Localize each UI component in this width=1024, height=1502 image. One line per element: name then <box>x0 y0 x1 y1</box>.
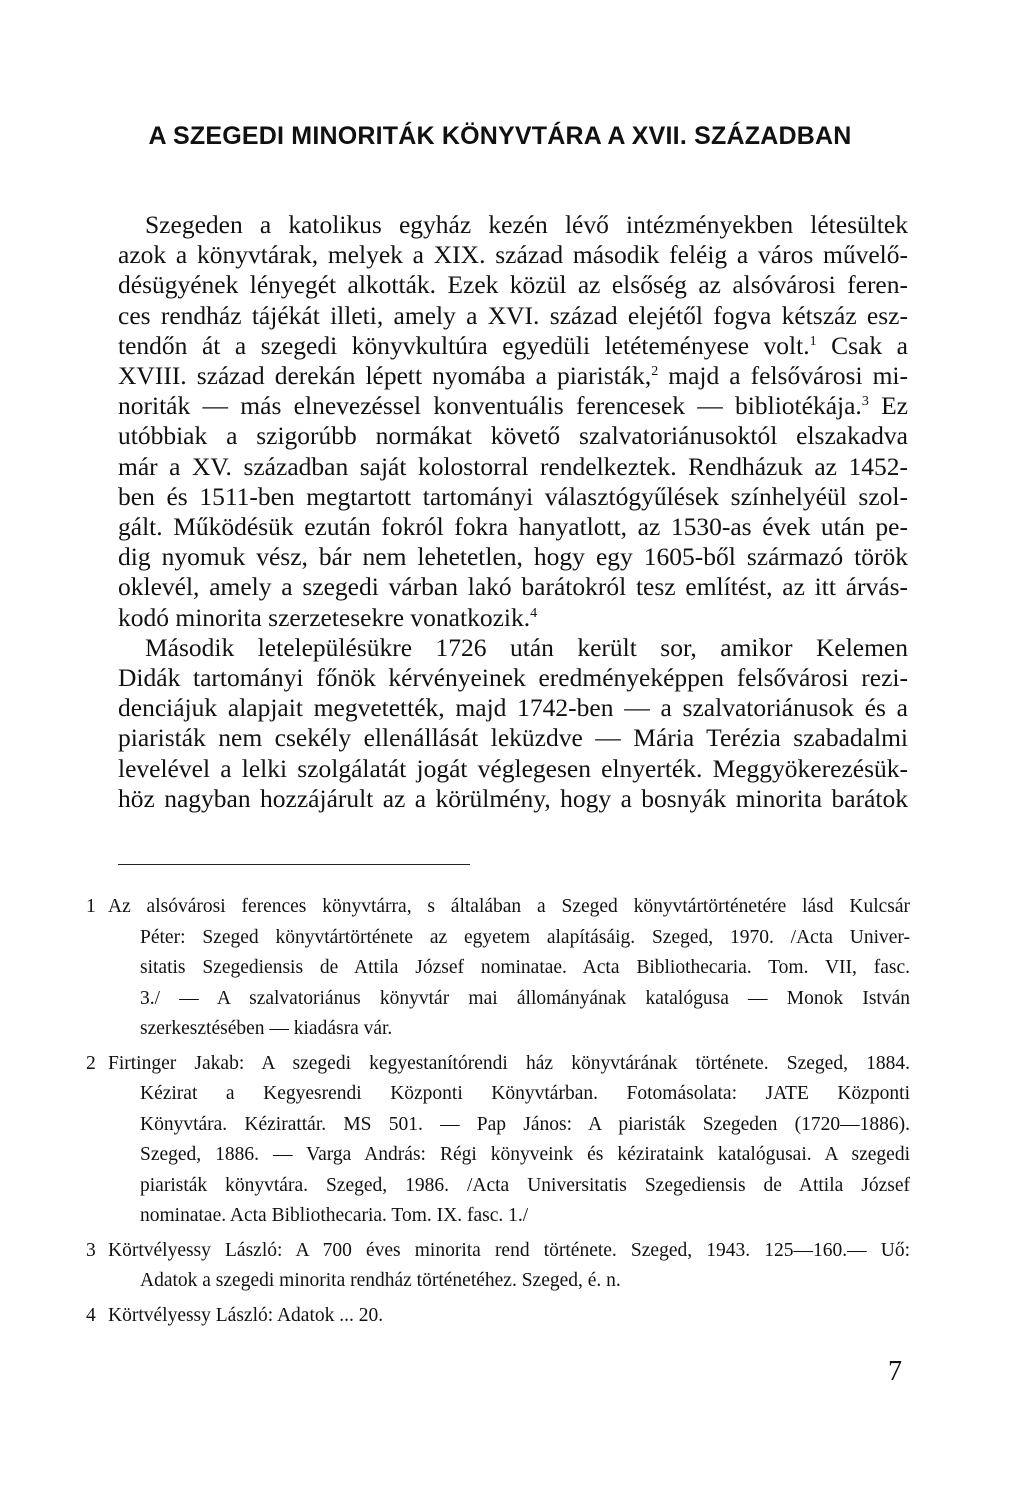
text-segment: noriták — más elnevezéssel konventuális ferencesek — bibliotékája. <box>118 391 862 421</box>
footnote-line: Szeged, 1886. — Varga András: Régi könyveink és kézirataink katalógusai. A szegedi <box>140 1144 910 1165</box>
text-segment: kodó minorita szerzetesekre vonatkozik. <box>118 602 531 632</box>
footnote-ref: 4 <box>530 605 538 621</box>
text-line <box>118 361 908 391</box>
footnote-number: 3 <box>86 1239 96 1261</box>
footnote-number: 4 <box>86 1304 96 1326</box>
text-segment: Ez <box>868 391 908 421</box>
text-segment: majd a felsővárosi mi- <box>658 361 909 391</box>
text-segment: XVIII. század derekán lépett nyomába a piaristák, <box>118 361 652 391</box>
footnote-2 <box>86 1049 910 1232</box>
footnote-ref: 1 <box>809 333 817 349</box>
text-line: Szegeden a katolikus egyház kezén lévő intézményekben létesültek <box>145 210 908 239</box>
text-line: utóbbiak a szigorúbb normákat követő szalvatoriánusoktól elszakadva <box>118 421 908 451</box>
text-line: höz nagyban hozzájárult az a körülmény, hogy a bosnyák minorita barátok <box>118 783 908 813</box>
footnote-line: 3./ — A szalvatoriánus könyvtár mai állományának katalógusa — Monok István <box>140 987 910 1009</box>
text-line: Második letelepülésükre 1726 után került sor, amikor Kelemen <box>145 632 908 662</box>
text-line: piaristák nem csekély ellenállását leküzdve — Mária Terézia szabadalmi <box>118 723 908 753</box>
paragraph-2 <box>118 633 908 814</box>
text-line: ces rendház tájékát illeti, amely a XVI. század elejétől fogva kétszáz esz- <box>118 300 908 330</box>
text-line: denciájuk alapjait megvetették, majd 1742-ben — a szalvatoriánusok és a <box>118 693 908 723</box>
footnote-line: Könyvtára. Kézirattár. MS 501. — Pap János: A piaristák Szegeden (1720—1886). <box>140 1113 910 1135</box>
footnote-number: 2 <box>86 1052 96 1074</box>
text-line <box>118 331 908 361</box>
footnote-ref: 3 <box>861 394 869 410</box>
footnote-line: Körtvélyessy László: Adatok ... 20. <box>108 1304 384 1326</box>
footnote-line: sitatis Szegediensis de Attila József nominatae. Acta Bibliothecaria. Tom. VII, fasc. <box>140 957 910 978</box>
footnote-line: Kézirat a Kegyesrendi Központi Könyvtárban. Fotomásolata: JATE Központi <box>140 1083 910 1104</box>
text-segment: tendőn át a szegedi könyvkultúra egyedüli letéteményese volt. <box>118 330 810 360</box>
text-line: ben és 1511-ben megtartott tartományi választógyűlések színhelyéül szol- <box>118 481 908 511</box>
footnote-divider <box>118 864 470 865</box>
footnote-line: Firtinger Jakab: A szegedi kegyestanítórendi ház könyvtárának története. Szeged, 1884. <box>108 1052 910 1074</box>
page-number: 7 <box>888 1356 902 1387</box>
paragraph-1 <box>118 210 908 633</box>
footnote-line: Az alsóvárosi ferences könyvtárra, s általában a Szeged könyvtártörténetére lásd Kulcsár <box>108 896 910 917</box>
text-line: azok a könyvtárak, melyek a XIX. század második feléig a város művelő- <box>118 240 908 270</box>
text-line: gált. Működésük ezután fokról fokra hanyatlott, az 1530-as évek után pe- <box>118 512 908 542</box>
footnote-1 <box>86 892 910 1045</box>
text-line <box>118 603 908 633</box>
text-line: levelével a lelki szolgálatát jogát véglegesen elnyerték. Meggyökerezésük- <box>118 753 908 783</box>
footnote-ref: 2 <box>651 364 659 380</box>
body-text <box>118 210 908 814</box>
footnote-line: piaristák könyvtára. Szeged, 1986. /Acta Universitatis Szegediensis de Attila József <box>140 1174 910 1196</box>
footnote-line: nominatae. Acta Bibliothecaria. Tom. IX. fasc. 1./ <box>140 1205 529 1226</box>
footnote-3 <box>86 1236 910 1297</box>
text-line: dig nyomuk vész, bár nem lehetetlen, hogy egy 1605-ből származó török <box>118 542 908 572</box>
text-line: oklevél, amely a szegedi várban lakó barátokról tesz említést, az itt árvás- <box>118 572 908 602</box>
text-line <box>118 391 908 421</box>
text-segment: Csak a <box>816 330 908 360</box>
text-line: désügyének lényegét alkották. Ezek közül az elsőség az alsóvárosi feren- <box>118 270 908 300</box>
page-title: A SZEGEDI MINORITÁK KÖNYVTÁRA A XVII. SZÁZADBAN <box>148 122 852 150</box>
footnote-line: Péter: Szeged könyvtártörténete az egyetem alapításáig. Szeged, 1970. /Acta Univer- <box>140 926 910 948</box>
footnote-number: 1 <box>86 896 96 917</box>
footnote-line: szerkesztésében — kiadásra vár. <box>140 1018 393 1039</box>
footnote-line: Körtvélyessy László: A 700 éves minorita rend története. Szeged, 1943. 125—160.— Uő: <box>108 1239 910 1261</box>
footnote-4 <box>86 1301 910 1332</box>
footnotes <box>86 892 910 1335</box>
footnote-line: Adatok a szegedi minorita rendház történetéhez. Szeged, é. n. <box>140 1270 621 1291</box>
text-line: Didák tartományi főnök kérvényeinek eredményeképpen felsővárosi rezi- <box>118 663 908 693</box>
text-line: már a XV. században saját kolostorral rendelkeztek. Rendházuk az 1452- <box>118 451 908 481</box>
